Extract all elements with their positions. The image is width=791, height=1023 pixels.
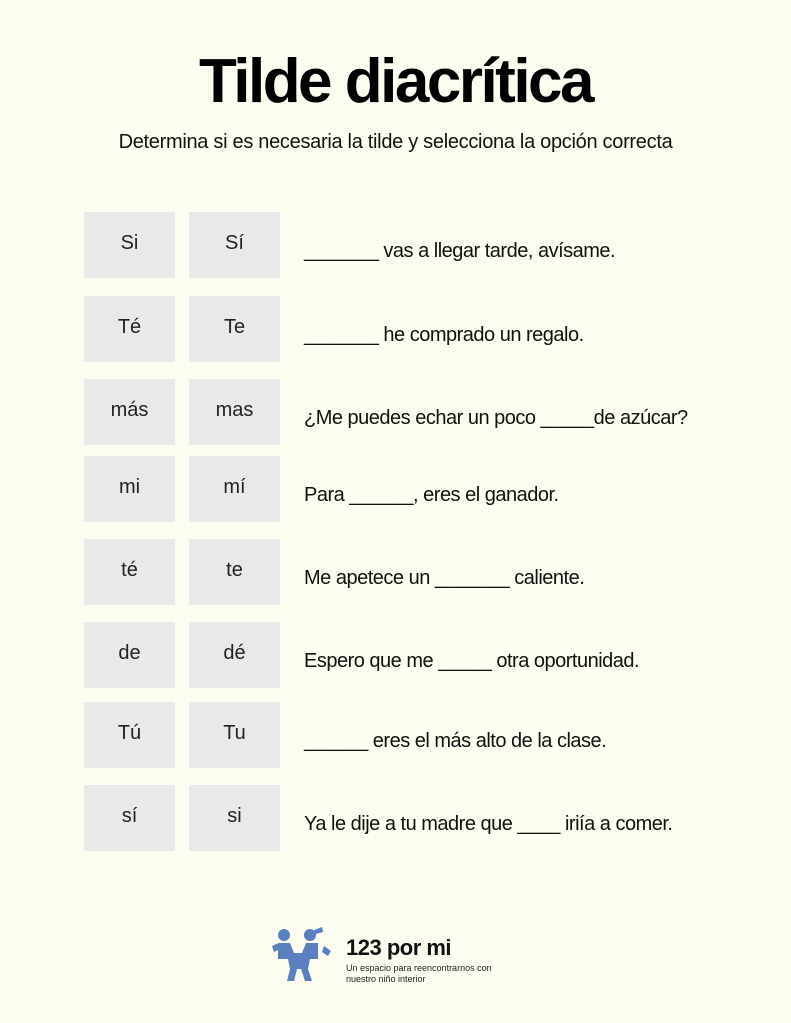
option-b[interactable]: dé: [189, 622, 280, 688]
exercise-row: [0, 212, 791, 278]
brand-name: 123 por mi: [346, 935, 452, 960]
option-a[interactable]: Tú: [84, 702, 175, 768]
instructions: Determina si es necesaria la tilde y selecciona la opción correcta: [118, 131, 673, 153]
option-a[interactable]: sí: [84, 785, 175, 851]
option-a[interactable]: de: [84, 622, 175, 688]
sentence: Me apetece un _______ caliente.: [304, 567, 585, 589]
option-b[interactable]: mas: [189, 379, 280, 445]
exercise-row: [0, 622, 791, 688]
option-b[interactable]: Tu: [189, 702, 280, 768]
option-b[interactable]: te: [189, 539, 280, 605]
option-a[interactable]: más: [84, 379, 175, 445]
option-a[interactable]: té: [84, 539, 175, 605]
sentence: Para ______, eres el ganador.: [304, 484, 559, 506]
option-b[interactable]: Sí: [189, 212, 280, 278]
exercise-row: [0, 456, 791, 522]
sentence: _______ vas a llegar tarde, avísame.: [304, 240, 616, 262]
option-b[interactable]: Te: [189, 296, 280, 362]
option-a[interactable]: Si: [84, 212, 175, 278]
two-children-icon: [270, 926, 334, 984]
exercise-row: [0, 296, 791, 362]
sentence: ¿Me puedes echar un poco _____de azúcar?: [304, 407, 688, 429]
exercise-row: [0, 379, 791, 445]
option-b[interactable]: mí: [189, 456, 280, 522]
sentence: _______ he comprado un regalo.: [304, 324, 584, 346]
exercise-row: [0, 702, 791, 768]
page-title: Tilde diacrítica: [198, 47, 593, 116]
footer-brand: [270, 924, 500, 988]
exercise-row: [0, 539, 791, 605]
exercise-row: [0, 785, 791, 851]
option-a[interactable]: mi: [84, 456, 175, 522]
sentence: ______ eres el más alto de la clase.: [304, 730, 607, 752]
brand-tagline: Un espacio para reencontrarnos con nuestro niño interior: [346, 963, 492, 984]
option-a[interactable]: Té: [84, 296, 175, 362]
option-b[interactable]: si: [189, 785, 280, 851]
sentence: Ya le dije a tu madre que ____ iriía a comer.: [304, 813, 673, 835]
sentence: Espero que me _____ otra oportunidad.: [304, 650, 640, 672]
